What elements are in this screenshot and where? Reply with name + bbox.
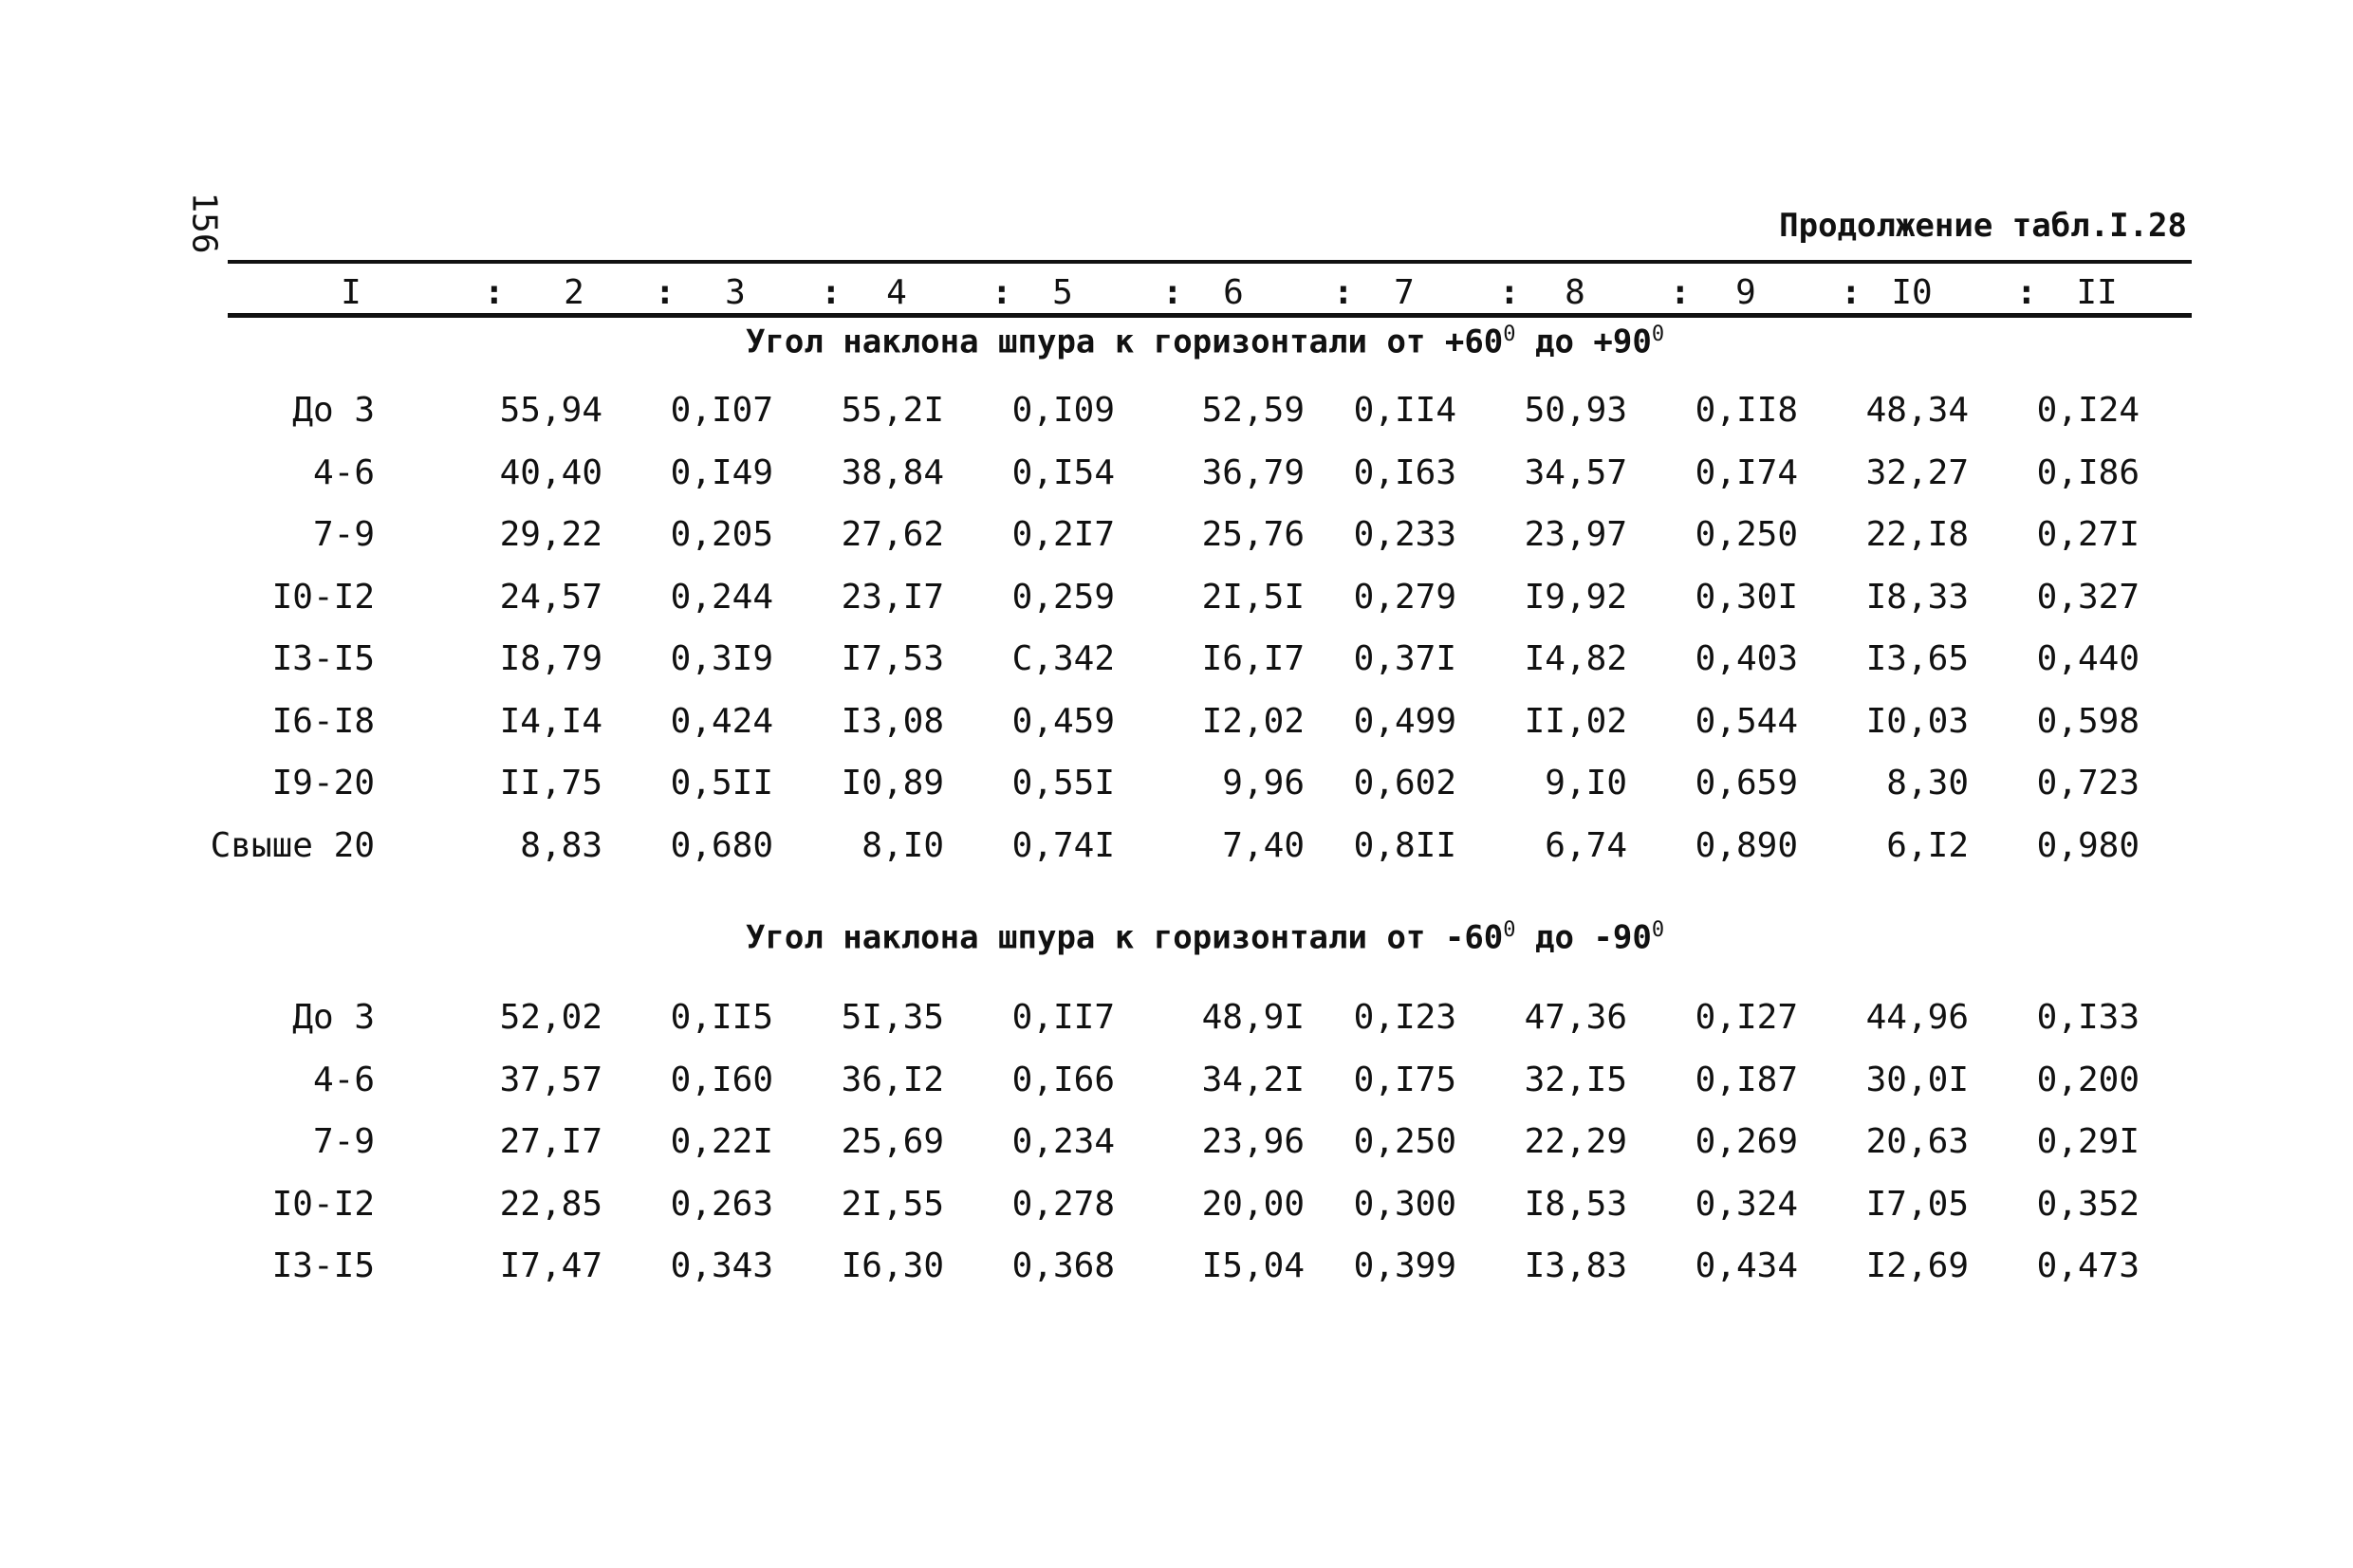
table-cell: 0,263 <box>670 1184 773 1224</box>
table-cell: 23,96 <box>1201 1122 1305 1161</box>
table-cell: I0,03 <box>1865 701 1969 741</box>
table-cell: 2I,5I <box>1201 577 1305 617</box>
section-title: Угол наклона шпура к горизонтали от $+60^0$ до $+90^0$ <box>745 323 1665 361</box>
row-label: I0-I2 <box>271 577 375 617</box>
table-cell: 34,2I <box>1201 1060 1305 1099</box>
table-row <box>0 1185 2353 1232</box>
row-label: 7-9 <box>312 515 375 554</box>
table-cell: I3,65 <box>1865 639 1969 678</box>
table-cell: 0,I33 <box>2036 998 2140 1037</box>
column-separator: : <box>1162 273 1183 312</box>
column-separator: : <box>1670 273 1691 312</box>
table-cell: 0,205 <box>670 515 773 554</box>
table-cell: 0,434 <box>1695 1246 1798 1285</box>
table-cell: 0,269 <box>1695 1122 1798 1161</box>
table-cell: 0,I86 <box>2036 452 2140 492</box>
table-cell: 36,79 <box>1201 452 1305 492</box>
table-cell: 6,I2 <box>1886 825 1969 865</box>
table-cell: I6,30 <box>841 1246 944 1285</box>
table-cell: I9,92 <box>1524 577 1627 617</box>
table-cell: 0,602 <box>1353 764 1456 802</box>
table-cell: 32,27 <box>1865 452 1969 492</box>
table-cell: 37,57 <box>499 1060 602 1099</box>
table-cell: I8,53 <box>1524 1184 1627 1224</box>
table-cell: 29,22 <box>499 515 602 554</box>
table-cell: 0,234 <box>1011 1122 1115 1161</box>
table-row <box>0 453 2353 501</box>
table-cell: 0,424 <box>670 701 773 741</box>
table-cell: I7,47 <box>499 1246 602 1285</box>
table-row <box>0 826 2353 874</box>
table-row <box>0 1061 2353 1108</box>
row-label: Свыше 20 <box>210 825 375 865</box>
table-cell: I8,33 <box>1865 577 1969 617</box>
table-cell: 0,723 <box>2036 764 2140 802</box>
table-row <box>0 391 2353 438</box>
table-cell: 0,980 <box>2036 825 2140 865</box>
row-label: 4-6 <box>312 452 375 492</box>
column-separator: : <box>655 273 676 312</box>
table-cell: 25,69 <box>841 1122 944 1161</box>
table-cell: 40,40 <box>499 452 602 492</box>
table-cell: 0,233 <box>1353 515 1456 554</box>
table-row <box>0 998 2353 1045</box>
table-cell: 0,300 <box>1353 1184 1456 1224</box>
table-cell: II,02 <box>1524 701 1627 741</box>
table-cell: 0,I60 <box>670 1060 773 1099</box>
table-cell: 0,II5 <box>670 998 773 1037</box>
table-cell: I4,82 <box>1524 639 1627 678</box>
table-cell: 0,250 <box>1695 515 1798 554</box>
table-cell: 0,440 <box>2036 639 2140 678</box>
table-continuation-caption: Продолжение табл.I.28 <box>1779 207 2187 245</box>
table-cell: 0,279 <box>1353 577 1456 617</box>
table-cell: 50,93 <box>1524 391 1627 430</box>
table-cell: 32,I5 <box>1524 1060 1627 1099</box>
table-cell: I7,53 <box>841 639 944 678</box>
table-cell: 0,544 <box>1695 701 1798 741</box>
page-number: 156 <box>184 192 224 254</box>
table-cell: 0,22I <box>670 1122 773 1161</box>
table-cell: 30,0I <box>1865 1060 1969 1099</box>
table-row <box>0 639 2353 687</box>
table-cell: 36,I2 <box>841 1060 944 1099</box>
table-cell: 55,94 <box>499 391 602 430</box>
column-header: 7 <box>1394 273 1415 312</box>
table-cell: 0,I49 <box>670 452 773 492</box>
table-cell: 0,37I <box>1353 639 1456 678</box>
table-cell: 25,76 <box>1201 515 1305 554</box>
table-cell: I2,02 <box>1201 701 1305 741</box>
table-cell: 55,2I <box>841 391 944 430</box>
column-header: 4 <box>886 273 907 312</box>
table-cell: 0,II7 <box>1011 998 1115 1037</box>
table-cell: 20,00 <box>1201 1184 1305 1224</box>
table-cell: 0,244 <box>670 577 773 617</box>
column-header: II <box>2076 273 2118 312</box>
table-cell: I2,69 <box>1865 1246 1969 1285</box>
table-cell: 23,I7 <box>841 577 944 617</box>
table-cell: 0,II8 <box>1695 391 1798 430</box>
table-cell: 22,29 <box>1524 1122 1627 1161</box>
column-separator: : <box>2016 273 2037 312</box>
table-cell: I3,08 <box>841 701 944 741</box>
row-label: До 3 <box>292 998 375 1037</box>
table-cell: 8,I0 <box>862 825 944 865</box>
table-cell: 20,63 <box>1865 1122 1969 1161</box>
table-row <box>0 515 2353 563</box>
table-cell: 5I,35 <box>841 998 944 1037</box>
table-cell: 0,352 <box>2036 1184 2140 1224</box>
column-header: I <box>341 273 361 312</box>
table-cell: 0,5II <box>670 764 773 802</box>
column-header: 9 <box>1735 273 1756 312</box>
table-cell: 0,30I <box>1695 577 1798 617</box>
table-cell: I6,I7 <box>1201 639 1305 678</box>
table-cell: 0,I63 <box>1353 452 1456 492</box>
column-separator: : <box>821 273 842 312</box>
table-cell: 38,84 <box>841 452 944 492</box>
table-cell: 8,30 <box>1886 764 1969 802</box>
table-cell: 34,57 <box>1524 452 1627 492</box>
table-cell: 52,02 <box>499 998 602 1037</box>
table-cell: 0,3I9 <box>670 639 773 678</box>
column-header: 3 <box>725 273 746 312</box>
table-row <box>0 1122 2353 1170</box>
table-cell: I3,83 <box>1524 1246 1627 1285</box>
table-row <box>0 764 2353 811</box>
table-cell: 0,55I <box>1011 764 1115 802</box>
table-cell: 22,I8 <box>1865 515 1969 554</box>
table-cell: I5,04 <box>1201 1246 1305 1285</box>
column-header: 2 <box>564 273 584 312</box>
table-cell: 48,9I <box>1201 998 1305 1037</box>
table-cell: 0,8II <box>1353 825 1456 865</box>
table-cell: 7,40 <box>1222 825 1305 865</box>
table-cell: 0,I75 <box>1353 1060 1456 1099</box>
column-header-row <box>228 267 2192 315</box>
table-cell: 0,I24 <box>2036 391 2140 430</box>
table-cell: 0,I87 <box>1695 1060 1798 1099</box>
column-separator: : <box>484 273 505 312</box>
table-cell: 0,399 <box>1353 1246 1456 1285</box>
table-cell: I7,05 <box>1865 1184 1969 1224</box>
header-bottom-rule <box>228 313 2192 318</box>
column-separator: : <box>991 273 1012 312</box>
table-cell: 0,327 <box>2036 577 2140 617</box>
table-cell: 2I,55 <box>841 1184 944 1224</box>
row-label: До 3 <box>292 391 375 430</box>
table-cell: 0,250 <box>1353 1122 1456 1161</box>
table-cell: 0,659 <box>1695 764 1798 802</box>
table-cell: 0,I09 <box>1011 391 1115 430</box>
table-row <box>0 702 2353 749</box>
column-separator: : <box>1499 273 1520 312</box>
table-cell: 0,29I <box>2036 1122 2140 1161</box>
table-cell: 0,II4 <box>1353 391 1456 430</box>
table-cell: 0,2I7 <box>1011 515 1115 554</box>
table-cell: 47,36 <box>1524 998 1627 1037</box>
table-cell: I4,I4 <box>499 701 602 741</box>
column-header: 8 <box>1565 273 1585 312</box>
table-cell: 0,200 <box>2036 1060 2140 1099</box>
table-cell: 6,74 <box>1545 825 1627 865</box>
table-cell: 27,I7 <box>499 1122 602 1161</box>
row-label: 4-6 <box>312 1060 375 1099</box>
table-cell: 0,27I <box>2036 515 2140 554</box>
table-cell: 9,96 <box>1222 764 1305 802</box>
table-cell: 44,96 <box>1865 998 1969 1037</box>
table-cell: 0,I23 <box>1353 998 1456 1037</box>
header-top-rule <box>228 260 2192 264</box>
row-label: 7-9 <box>312 1122 375 1161</box>
table-row <box>0 578 2353 625</box>
row-label: I0-I2 <box>271 1184 375 1224</box>
table-cell: 0,890 <box>1695 825 1798 865</box>
table-cell: 23,97 <box>1524 515 1627 554</box>
column-separator: : <box>1841 273 1862 312</box>
table-cell: 8,83 <box>520 825 602 865</box>
table-cell: I0,89 <box>841 764 944 802</box>
table-cell: 48,34 <box>1865 391 1969 430</box>
table-cell: 0,499 <box>1353 701 1456 741</box>
table-cell: 0,680 <box>670 825 773 865</box>
table-cell: 9,I0 <box>1545 764 1627 802</box>
table-cell: С,342 <box>1011 639 1115 678</box>
row-label: I9-20 <box>271 764 375 802</box>
table-cell: I8,79 <box>499 639 602 678</box>
section-title: Угол наклона шпура к горизонтали от $-60^0$ до $-90^0$ <box>745 918 1665 957</box>
table-cell: 0,I07 <box>670 391 773 430</box>
table-cell: 0,I66 <box>1011 1060 1115 1099</box>
table-cell: 0,259 <box>1011 577 1115 617</box>
table-cell: 0,I74 <box>1695 452 1798 492</box>
column-header: I0 <box>1891 273 1933 312</box>
column-header: 5 <box>1052 273 1073 312</box>
table-cell: 27,62 <box>841 515 944 554</box>
table-cell: 0,74I <box>1011 825 1115 865</box>
table-cell: 24,57 <box>499 577 602 617</box>
table-cell: II,75 <box>499 764 602 802</box>
row-label: I3-I5 <box>271 1246 375 1285</box>
row-label: I6-I8 <box>271 701 375 741</box>
table-cell: 0,473 <box>2036 1246 2140 1285</box>
row-label: I3-I5 <box>271 639 375 678</box>
table-cell: 0,278 <box>1011 1184 1115 1224</box>
table-cell: 0,598 <box>2036 701 2140 741</box>
table-cell: 0,I54 <box>1011 452 1115 492</box>
column-header: 6 <box>1223 273 1244 312</box>
table-cell: 0,459 <box>1011 701 1115 741</box>
table-cell: 0,343 <box>670 1246 773 1285</box>
table-cell: 0,I27 <box>1695 998 1798 1037</box>
column-separator: : <box>1333 273 1354 312</box>
table-cell: 22,85 <box>499 1184 602 1224</box>
table-row <box>0 1246 2353 1294</box>
table-cell: 0,368 <box>1011 1246 1115 1285</box>
table-cell: 52,59 <box>1201 391 1305 430</box>
table-cell: 0,403 <box>1695 639 1798 678</box>
table-cell: 0,324 <box>1695 1184 1798 1224</box>
